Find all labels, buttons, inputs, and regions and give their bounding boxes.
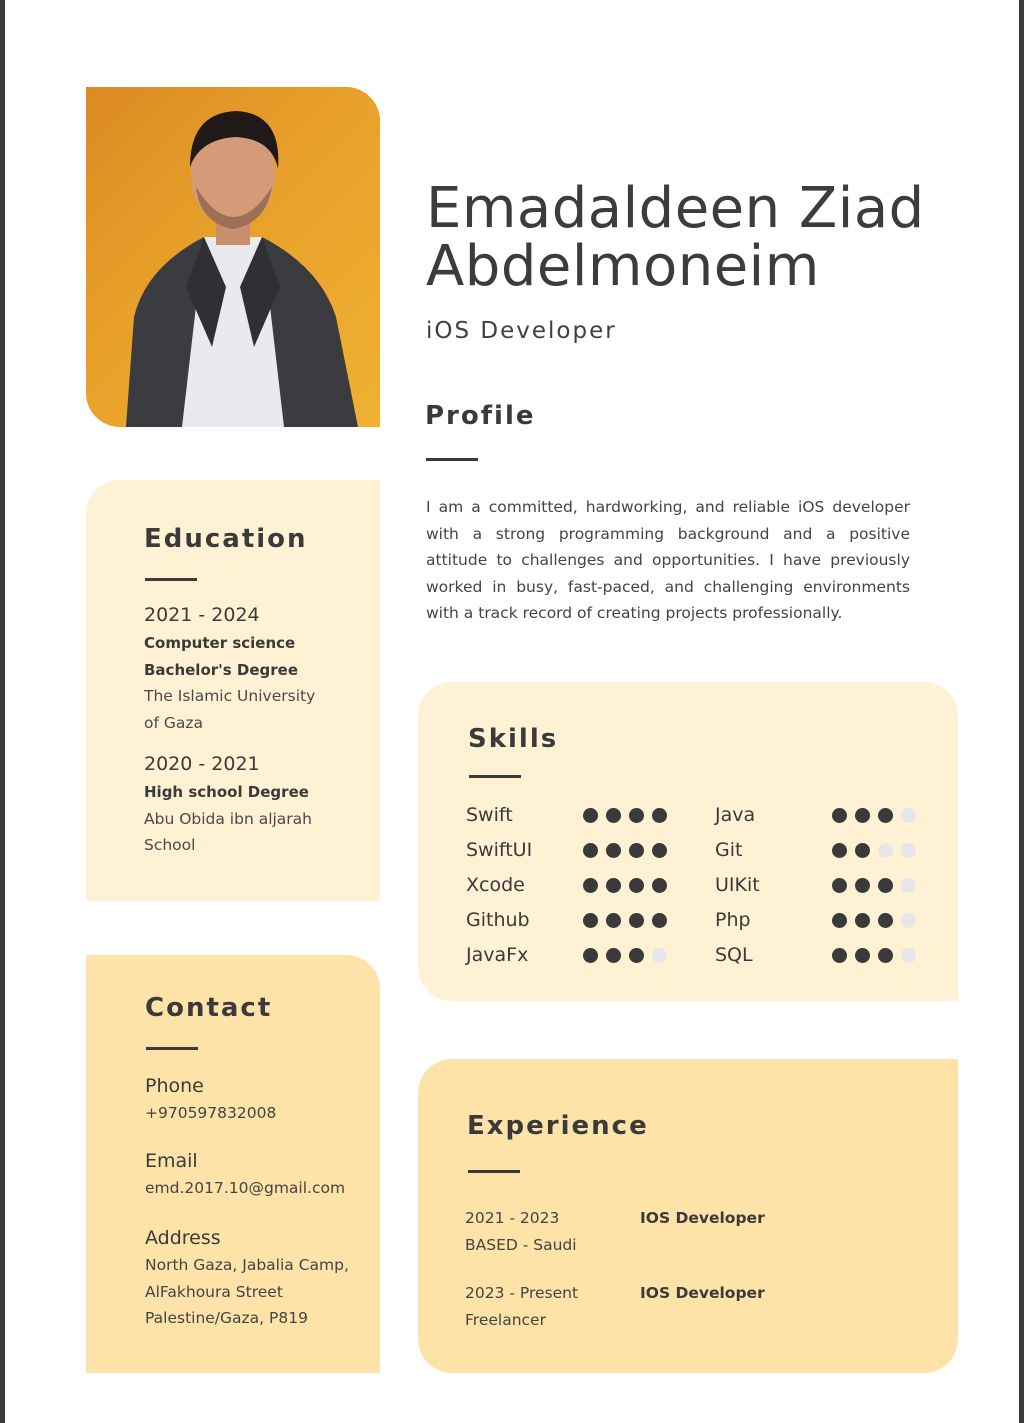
skill-row bbox=[715, 839, 935, 863]
skill-dot-filled bbox=[855, 948, 870, 963]
skill-dot-filled bbox=[878, 878, 893, 893]
skill-dot-filled bbox=[606, 808, 621, 823]
skill-level-dots bbox=[583, 913, 675, 932]
experience-period: 2023 - Present bbox=[465, 1284, 579, 1302]
education-years: 2020 - 2021 bbox=[144, 753, 260, 775]
skill-dot-filled bbox=[583, 948, 598, 963]
contact-email bbox=[145, 1150, 377, 1202]
education-entry bbox=[144, 753, 374, 859]
contact-phone bbox=[145, 1075, 377, 1127]
skill-row bbox=[715, 874, 935, 898]
experience-heading: Experience bbox=[467, 1111, 649, 1141]
skill-dot-empty bbox=[901, 948, 916, 963]
education-entry bbox=[144, 604, 374, 736]
skill-dot-filled bbox=[832, 808, 847, 823]
address-line: North Gaza, Jabalia Camp, bbox=[145, 1256, 349, 1274]
address-line: AlFakhoura Street bbox=[145, 1282, 283, 1301]
experience-location: BASED - Saudi bbox=[465, 1235, 577, 1254]
skill-dot-filled bbox=[606, 878, 621, 893]
skill-dot-empty bbox=[901, 843, 916, 858]
education-school: of Gaza bbox=[144, 713, 204, 732]
skill-dot-filled bbox=[606, 948, 621, 963]
skill-dot-filled bbox=[629, 878, 644, 893]
skill-level-dots bbox=[832, 913, 924, 932]
skills-card bbox=[418, 682, 958, 1001]
experience-meta bbox=[465, 1205, 577, 1258]
skill-dot-filled bbox=[583, 843, 598, 858]
page-edge-left bbox=[0, 0, 5, 1423]
skill-level-dots bbox=[832, 843, 924, 862]
skill-dot-empty bbox=[878, 843, 893, 858]
person-portrait-icon bbox=[86, 87, 380, 427]
skill-dot-filled bbox=[878, 808, 893, 823]
education-school: Abu Obida ibn aljarah bbox=[144, 809, 313, 828]
name-line-2: Abdelmoneim bbox=[426, 234, 820, 299]
skill-level-dots bbox=[832, 808, 924, 827]
skill-dot-filled bbox=[583, 913, 598, 928]
skill-dot-filled bbox=[606, 913, 621, 928]
skill-row bbox=[715, 944, 935, 968]
skill-name: Git bbox=[715, 839, 743, 861]
skill-dot-empty bbox=[901, 878, 916, 893]
contact-address bbox=[145, 1227, 377, 1332]
experience-position: IOS Developer bbox=[640, 1209, 765, 1227]
experience-location: Freelancer bbox=[465, 1310, 546, 1329]
name-line-1: Emadaldeen Ziad bbox=[426, 176, 925, 241]
skill-name: Java bbox=[715, 804, 756, 826]
skill-dot-filled bbox=[832, 878, 847, 893]
skill-level-dots bbox=[583, 878, 675, 897]
contact-heading: Contact bbox=[145, 993, 273, 1023]
skill-dot-filled bbox=[832, 948, 847, 963]
address-line: Palestine/Gaza, P819 bbox=[145, 1309, 308, 1327]
skill-dot-empty bbox=[901, 913, 916, 928]
education-years: 2021 - 2024 bbox=[144, 604, 260, 626]
skill-name: SQL bbox=[715, 944, 753, 966]
candidate-name bbox=[426, 176, 996, 299]
skill-dot-filled bbox=[652, 843, 667, 858]
skill-dot-filled bbox=[583, 808, 598, 823]
email-value[interactable]: emd.2017.10@gmail.com bbox=[145, 1179, 346, 1197]
skills-heading: Skills bbox=[468, 724, 559, 754]
skill-dot-filled bbox=[878, 913, 893, 928]
education-school: School bbox=[144, 836, 196, 854]
skill-row bbox=[715, 909, 935, 933]
education-degree: High school Degree bbox=[144, 783, 309, 801]
profile-photo bbox=[86, 87, 380, 427]
skill-row bbox=[466, 944, 686, 968]
skill-name: Xcode bbox=[466, 874, 525, 896]
skill-level-dots bbox=[832, 948, 924, 967]
skill-dot-filled bbox=[652, 878, 667, 893]
education-heading: Education bbox=[144, 524, 308, 554]
experience-card bbox=[418, 1059, 958, 1373]
skill-dot-filled bbox=[832, 843, 847, 858]
skill-name: Github bbox=[466, 909, 530, 931]
skill-dot-filled bbox=[855, 878, 870, 893]
email-label: Email bbox=[145, 1150, 198, 1172]
profile-text: I am a committed, hardworking, and reliable iOS developer with a strong programming background and a positive attitude to challenges and opportunities. I have previously worked in busy, fast-paced, and challenging environments with a track record of creating projects professionally. bbox=[426, 498, 910, 622]
experience-meta bbox=[465, 1280, 578, 1333]
education-school: The Islamic University bbox=[144, 687, 316, 705]
phone-label: Phone bbox=[145, 1075, 204, 1097]
skill-dot-filled bbox=[652, 808, 667, 823]
skill-row bbox=[466, 804, 686, 828]
profile-heading: Profile bbox=[425, 401, 536, 431]
experience-position: IOS Developer bbox=[640, 1284, 765, 1302]
education-card bbox=[86, 480, 380, 901]
skill-dot-empty bbox=[901, 808, 916, 823]
profile-divider bbox=[426, 458, 478, 461]
skills-divider bbox=[469, 775, 521, 778]
skill-level-dots bbox=[832, 878, 924, 897]
experience-period: 2021 - 2023 bbox=[465, 1209, 560, 1227]
skill-dot-filled bbox=[652, 913, 667, 928]
skill-name: SwiftUI bbox=[466, 839, 533, 861]
skill-dot-filled bbox=[629, 808, 644, 823]
address-label: Address bbox=[145, 1227, 221, 1249]
phone-value[interactable]: +970597832008 bbox=[145, 1104, 277, 1122]
experience-divider bbox=[468, 1170, 520, 1173]
skill-row bbox=[466, 839, 686, 863]
skill-dot-filled bbox=[583, 878, 598, 893]
skill-row bbox=[466, 909, 686, 933]
contact-divider bbox=[146, 1047, 198, 1050]
skill-level-dots bbox=[583, 808, 675, 827]
contact-card bbox=[86, 955, 380, 1373]
skill-dot-filled bbox=[832, 913, 847, 928]
skill-dot-filled bbox=[855, 843, 870, 858]
skill-name: UIKit bbox=[715, 874, 760, 896]
page-edge-right bbox=[1019, 0, 1024, 1423]
skill-dot-filled bbox=[629, 913, 644, 928]
education-field: Computer science bbox=[144, 634, 296, 652]
skill-level-dots bbox=[583, 948, 675, 967]
skill-row bbox=[466, 874, 686, 898]
skill-dot-filled bbox=[629, 948, 644, 963]
education-degree: Bachelor's Degree bbox=[144, 660, 298, 679]
skill-name: JavaFx bbox=[466, 944, 529, 966]
skill-row bbox=[715, 804, 935, 828]
skill-name: Php bbox=[715, 909, 751, 931]
job-title: iOS Developer bbox=[426, 318, 617, 344]
education-divider bbox=[145, 578, 197, 581]
skill-dot-filled bbox=[855, 913, 870, 928]
skill-dot-filled bbox=[878, 948, 893, 963]
skill-dot-filled bbox=[606, 843, 621, 858]
skill-dot-filled bbox=[629, 843, 644, 858]
skill-dot-empty bbox=[652, 948, 667, 963]
skill-dot-filled bbox=[855, 808, 870, 823]
skill-name: Swift bbox=[466, 804, 513, 826]
skill-level-dots bbox=[583, 843, 675, 862]
